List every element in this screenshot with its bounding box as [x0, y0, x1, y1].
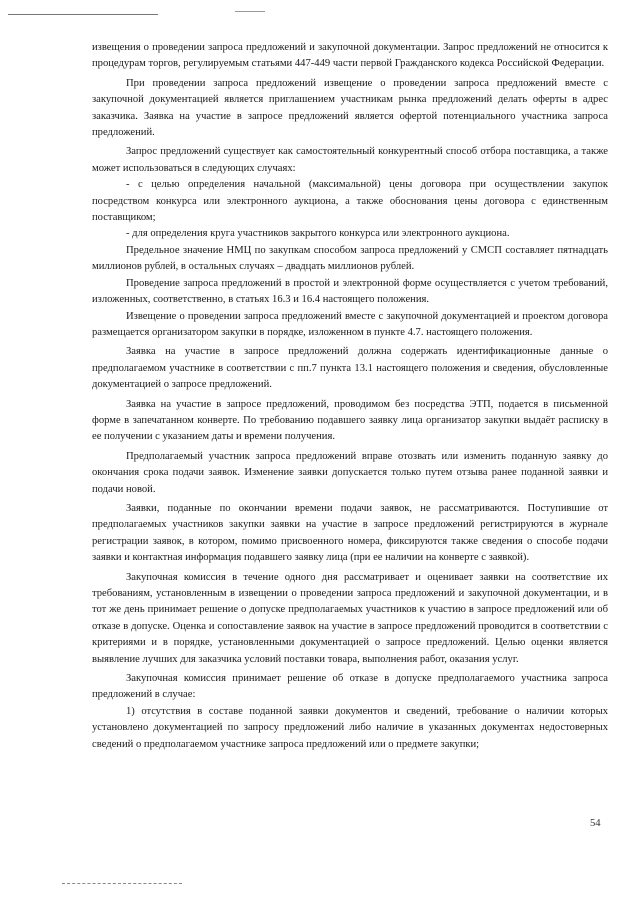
header-rule-short [235, 11, 265, 12]
paragraph: извещения о проведении запроса предложений и закупочной документации. Запрос предложений не относится к процедурам торгов, регулируемым статьями 447-449 части первой Гражданского кодекса Российской Федерации. [92, 42, 608, 70]
paragraph: Проведение запроса предложений в простой и электронной форме осуществляется с учетом требований, изложенных, соответственно, в статьях 16.3 и 16.4 настоящего положения. [92, 277, 608, 306]
paragraph: Предельное значение НМЦ по закупкам способом запроса предложений у СМСП составляет пятнадцать миллионов рублей, в остальных случаях – двадцать миллионов рублей. [92, 244, 608, 273]
paragraph: - для определения круга участников закрытого конкурса или электронного аукциона. [126, 228, 510, 240]
paragraph: Закупочная комиссия принимает решение об отказе в допуске предполагаемого участника запроса предложений в случае: [92, 673, 608, 701]
document-body [92, 40, 608, 753]
paragraph: При проведении запроса предложений извещение о проведении запроса предложений вместе с закупочной документацией является приглашением участникам рынка предложений делать оферты в адрес заказчика. Заявка на участие в запросе предложений является офертой потенциального участника запроса предложений. [92, 77, 608, 139]
paragraph: Предполагаемый участник запроса предложений вправе отозвать или изменить поданную заявку до окончания срока подачи заявок. Изменение заявки допускается только путем отзыва ранее поданной заявки и подачи новой. [92, 450, 608, 495]
paragraph: Извещение о проведении запроса предложений вместе с закупочной документацией и проектом договора размещается организатором закупки в порядке, изложенном в пункте 4.7. настоящего положения. [92, 310, 608, 338]
footer-rule [62, 883, 182, 884]
paragraph: Запрос предложений существует как самостоятельный конкурентный способ отбора поставщика, а также может использоваться в следующих случаях: [92, 146, 608, 174]
paragraph: Заявка на участие в запросе предложений, проводимом без посредства ЭТП, подается в письменной форме в запечатанном конверте. По требованию подавшего заявку лица организатор закупки выдаёт расписку в ее получении с указанием даты и времени получения. [92, 398, 608, 443]
paragraph: 1) отсутствия в составе поданной заявки документов и сведений, требование о наличии которых установлено документацией по запросу предложений либо наличие в указанных документах недостоверных сведений о предполагаемом участнике запроса предложений или о предмете закупки; [92, 705, 608, 750]
paragraph: Заявка на участие в запросе предложений должна содержать идентификационные данные о предполагаемом участнике в соответствии с пп.7 пункта 13.1 настоящего положения и сведения, обусловленные документацией о запросе предложений. [92, 346, 608, 391]
page-number: 54 [590, 818, 601, 829]
paragraph: Закупочная комиссия в течение одного дня рассматривает и оценивает заявки на соответствие их требованиям, установленным в извещении о проведении запроса предложений и закупочной документации, и в тот же день принимает решение о допуске предполагаемых участников к участию в запросе предложений или об отказе в допуске. Оценка и сопоставление заявок на участие в запросе предложений проводится в соответствии с критериями и в порядке, установленными документацией о запросе предложений. Целью оценки является выявление лучших для заказчика условий поставки товара, выполнения работ, оказания услуг. [92, 571, 608, 665]
header-rule [8, 14, 158, 15]
paragraph: - с целью определения начальной (максимальной) цены договора при осуществлении закупок посредством конкурса или электронного аукциона, а также обоснования цены договора с единственным поставщиком; [92, 179, 608, 224]
paragraph: Заявки, поданные по окончании времени подачи заявок, не рассматриваются. Поступившие от предполагаемых участников закупки заявки на участие в запросе предложений регистрируются в журнале регистрации заявок, в котором, помимо присвоенного номера, фиксируются также сведения о способе подачи заявки и контактная информация подавшего заявку лица (при ее наличии на конверте с заявкой). [92, 502, 608, 564]
